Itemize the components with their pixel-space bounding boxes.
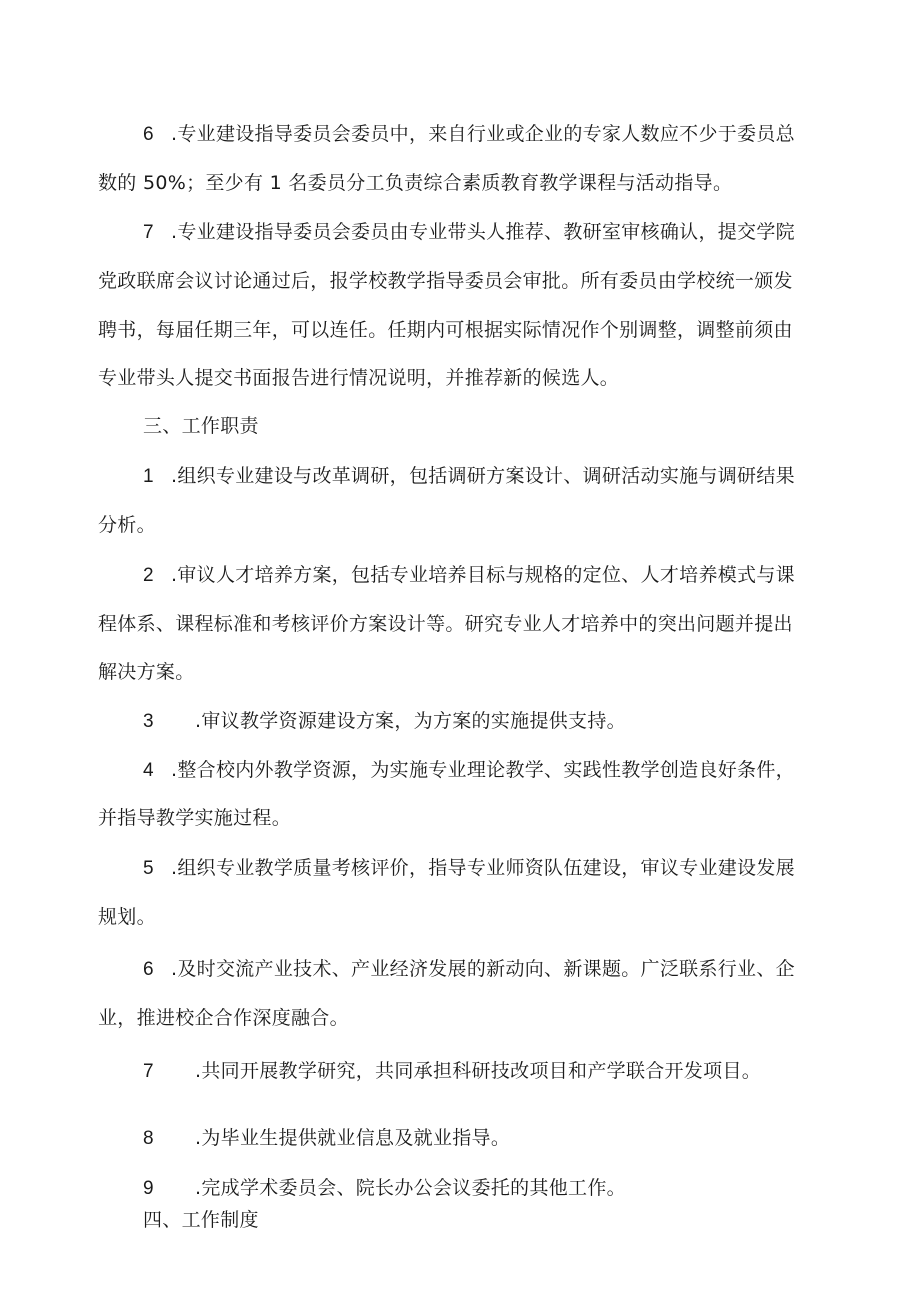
section-heading: 三、工作职责 bbox=[143, 415, 259, 437]
paragraph-line: 聘书，每届任期三年，可以连任。任期内可根据实际情况作个别调整，调整前须由 bbox=[98, 319, 793, 341]
item-number: 7 bbox=[143, 222, 154, 243]
section-heading: 四、工作制度 bbox=[143, 1209, 259, 1231]
paragraph-line: 并指导教学实施过程。 bbox=[98, 807, 292, 829]
paragraph-line: 专业带头人提交书面报告进行情况说明，并推荐新的候选人。 bbox=[98, 367, 620, 389]
paragraph-line: 2 .审议人才培养方案，包括专业培养目标与规格的定位、人才培养模式与课 bbox=[143, 564, 795, 586]
paragraph-line: 数的 50%；至少有 1 名委员分工负责综合素质教育教学课程与活动指导。 bbox=[98, 172, 733, 194]
paragraph-line: 5 .组织专业教学质量考核评价，指导专业师资队伍建设，审议专业建设发展 bbox=[143, 857, 795, 879]
paragraph-line: 3 .审议教学资源建设方案，为方案的实施提供支持。 bbox=[143, 710, 626, 732]
item-number: 9 bbox=[143, 1178, 154, 1199]
item-number: 5 bbox=[143, 858, 154, 879]
item-number: 8 bbox=[143, 1128, 154, 1149]
item-number: 4 bbox=[143, 760, 154, 781]
paragraph-line: 1 .组织专业建设与改革调研，包括调研方案设计、调研活动实施与调研结果 bbox=[143, 465, 795, 487]
paragraph-line: 6 .专业建设指导委员会委员中，来自行业或企业的专家人数应不少于委员总 bbox=[143, 123, 795, 145]
paragraph-line: 程体系、课程标准和考核评价方案设计等。研究专业人才培养中的突出问题并提出 bbox=[98, 613, 793, 635]
item-number: 6 bbox=[143, 959, 154, 980]
item-number: 2 bbox=[143, 565, 154, 586]
item-number: 6 bbox=[143, 124, 154, 145]
item-number: 7 bbox=[143, 1061, 154, 1082]
paragraph-line: 解决方案。 bbox=[98, 661, 195, 683]
paragraph-line: 8 .为毕业生提供就业信息及就业指导。 bbox=[143, 1127, 511, 1149]
paragraph-line: 规划。 bbox=[98, 906, 156, 928]
paragraph-line: 业，推进校企合作深度融合。 bbox=[98, 1007, 349, 1029]
item-number: 1 bbox=[143, 466, 154, 487]
paragraph-line: 9 .完成学术委员会、院长办公会议委托的其他工作。 bbox=[143, 1177, 626, 1199]
paragraph-line: 4 .整合校内外教学资源，为实施专业理论教学、实践性教学创造良好条件， bbox=[143, 759, 795, 781]
paragraph-line: 分析。 bbox=[98, 514, 156, 536]
paragraph-line: 6 .及时交流产业技术、产业经济发展的新动向、新课题。广泛联系行业、企 bbox=[143, 958, 795, 980]
paragraph-line: 7 .共同开展教学研究，共同承担科研技改项目和产学联合开发项目。 bbox=[143, 1060, 762, 1082]
paragraph-line: 7 .专业建设指导委员会委员由专业带头人推荐、教研室审核确认，提交学院 bbox=[143, 221, 795, 243]
item-number: 3 bbox=[143, 711, 154, 732]
paragraph-line: 党政联席会议讨论通过后，报学校教学指导委员会审批。所有委员由学校统一颁发 bbox=[98, 270, 793, 292]
